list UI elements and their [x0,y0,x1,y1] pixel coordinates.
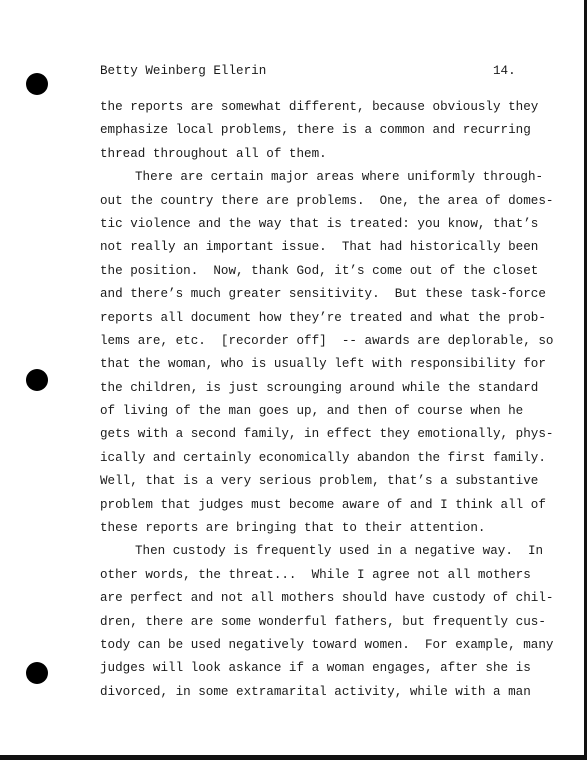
text-line: the reports are somewhat different, because obviously they [100,100,539,114]
text-line: the children, is just scrounging around while the standard [100,380,539,395]
text-line: out the country there are problems. One, the area of domes- [100,193,554,208]
running-header-author: Betty Weinberg Ellerin [100,64,267,78]
binder-hole-icon [26,73,48,95]
text-line: judges will look askance if a woman engages, after she is [100,661,531,676]
page-number: 14. [493,64,516,78]
text-line: emphasize local problems, there is a common and recurring [100,123,531,138]
text-line: divorced, in some extramarital activity, while with a man [100,684,531,699]
text-line: Then custody is frequently used in a negative way. In [135,544,544,559]
text-line: these reports are bringing that to their attention. [100,521,486,536]
page-edge-bottom [0,755,587,760]
text-line: gets with a second family, in effect they emotionally, phys- [100,427,554,442]
binder-hole-icon [26,662,48,684]
transcript-body [100,96,554,704]
text-line: that the woman, who is usually left with responsibility for [100,357,546,372]
text-line: dren, there are some wonderful fathers, but frequently cus- [100,614,546,629]
text-line: tic violence and the way that is treated: you know, that’s [100,216,539,231]
text-line: reports all document how they’re treated and what the prob- [100,310,546,325]
text-line: other words, the threat... While I agree not all mothers [100,567,531,582]
text-line: not really an important issue. That had historically been [100,240,539,255]
text-line: of living of the man goes up, and then of course when he [100,404,524,419]
text-line: tody can be used negatively toward women. For example, many [100,637,554,652]
text-line: lems are, etc. [recorder off] -- awards are deplorable, so [100,333,554,348]
text-line: thread throughout all of them. [100,146,327,161]
text-line: problem that judges must become aware of and I think all of [100,497,546,512]
text-line: the position. Now, thank God, it’s come out of the closet [100,263,539,278]
text-line: Well, that is a very serious problem, that’s a substantive [100,474,539,489]
binder-hole-icon [26,369,48,391]
text-line: are perfect and not all mothers should have custody of chil- [100,591,554,606]
text-line: and there’s much greater sensitivity. But these task-force [100,287,546,302]
text-line: There are certain major areas where uniformly through- [135,170,544,185]
text-line: ically and certainly economically abandon the first family. [100,450,546,465]
